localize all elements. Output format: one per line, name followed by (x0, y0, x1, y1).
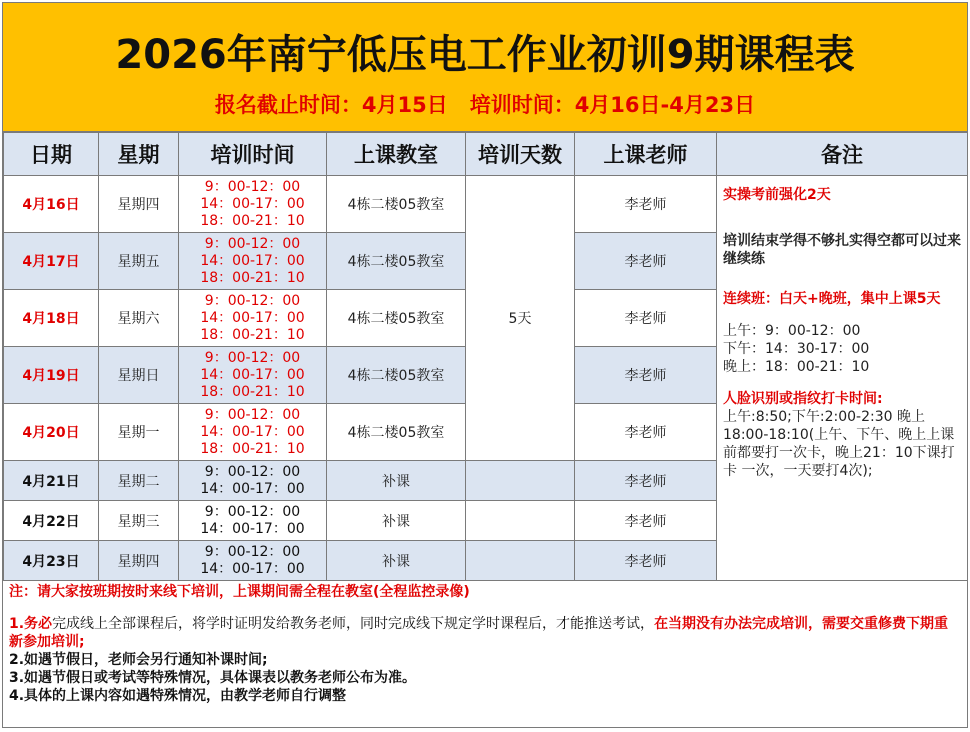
header-date: 日期 (4, 133, 99, 176)
row-date: 4月18日 (4, 290, 99, 347)
note-continuous-class: 连续班：白天+晚班，集中上课5天 (723, 291, 941, 307)
row-times (179, 176, 327, 233)
row-times (179, 404, 327, 461)
row-weekday: 星期五 (99, 233, 179, 290)
title-banner (3, 3, 967, 132)
time-slot: 18：00-21：10 (200, 269, 305, 286)
row-teacher: 李老师 (575, 290, 717, 347)
row-days-empty (466, 501, 575, 541)
row-date: 4月17日 (4, 233, 99, 290)
note-morning: 上午：9：00-12：00 (723, 323, 861, 339)
row-teacher: 李老师 (575, 541, 717, 581)
time-slot: 18：00-21：10 (200, 212, 305, 229)
time-slot: 9：00-12：00 (204, 235, 301, 252)
row-times (179, 541, 327, 581)
note-afternoon: 下午：14：30-17：00 (723, 341, 870, 357)
table-header-row (4, 133, 968, 176)
row-times (179, 290, 327, 347)
note-checkin-times: 上午:8:50;下午:2:00-2:30 晚上18:00-18:10(上午、下午、晚上上课前都要打一次卡，晚上21：10下课打卡 一次，一天要打4次); (723, 409, 955, 479)
header-time: 培训时间 (179, 133, 327, 176)
time-slot: 9：00-12：00 (204, 349, 301, 366)
time-slot: 9：00-12：00 (204, 503, 301, 520)
time-slot: 9：00-12：00 (204, 543, 301, 560)
row-times (179, 501, 327, 541)
row-weekday: 星期三 (99, 501, 179, 541)
row-date: 4月22日 (4, 501, 99, 541)
row-teacher: 李老师 (575, 176, 717, 233)
row-days-empty (466, 461, 575, 501)
row-teacher: 李老师 (575, 404, 717, 461)
time-slot: 9：00-12：00 (204, 406, 301, 423)
row-date: 4月21日 (4, 461, 99, 501)
row-teacher: 李老师 (575, 461, 717, 501)
row-room: 4栋二楼05教室 (327, 404, 466, 461)
row-room: 4栋二楼05教室 (327, 176, 466, 233)
footer-notice: 注：请大家按班期按时来线下培训，上课期间需全程在教室(全程监控录像) (9, 584, 470, 600)
row-weekday: 星期六 (99, 290, 179, 347)
row-weekday: 星期二 (99, 461, 179, 501)
row-teacher: 李老师 (575, 347, 717, 404)
note-evening: 晚上：18：00-21：10 (723, 359, 870, 375)
row-room: 补课 (327, 501, 466, 541)
footer-item-4: 4.具体的上课内容如遇特殊情况，由教学老师自行调整 (9, 688, 347, 704)
row-weekday: 星期一 (99, 404, 179, 461)
time-slot: 14：00-17：00 (200, 252, 305, 269)
training-days: 5天 (466, 176, 575, 461)
row-room: 4栋二楼05教室 (327, 290, 466, 347)
time-slot: 18：00-21：10 (200, 326, 305, 343)
row-weekday: 星期四 (99, 541, 179, 581)
page-title: 2026年南宁低压电工作业初训9期课程表 (115, 32, 855, 78)
footer-notes (3, 577, 967, 705)
time-slot: 18：00-21：10 (200, 440, 305, 457)
footer-item-1-lead: 1.务必 (9, 616, 53, 632)
header-days: 培训天数 (466, 133, 575, 176)
row-date: 4月19日 (4, 347, 99, 404)
note-checkin-title: 人脸识别或指纹打卡时间: (723, 391, 883, 407)
row-date: 4月16日 (4, 176, 99, 233)
row-date: 4月20日 (4, 404, 99, 461)
header-room: 上课教室 (327, 133, 466, 176)
row-room: 4栋二楼05教室 (327, 233, 466, 290)
row-date: 4月23日 (4, 541, 99, 581)
note-continue-practice: 培训结束学得不够扎实得空都可以过来继续练 (723, 233, 961, 267)
time-slot: 9：00-12：00 (204, 292, 301, 309)
note-practice: 实操考前强化2天 (723, 187, 831, 203)
row-teacher: 李老师 (575, 233, 717, 290)
row-weekday: 星期日 (99, 347, 179, 404)
page-subtitle: 报名截止时间：4月15日 培训时间：4月16日-4月23日 (214, 93, 756, 117)
footer-item-1-warning: 在当期没有办法完成培训，需要交重修费下期重新参加培训; (9, 616, 949, 650)
row-room: 补课 (327, 541, 466, 581)
header-weekday: 星期 (99, 133, 179, 176)
footer-item-1-body: 完成线上全部课程后，将学时证明发给教务老师，同时完成线下规定学时课程后，才能推送考试， (52, 616, 655, 632)
notes-cell (717, 176, 968, 581)
row-days-empty (466, 541, 575, 581)
time-slot: 14：00-17：00 (200, 560, 305, 577)
time-slot: 14：00-17：00 (200, 520, 305, 537)
time-slot: 14：00-17：00 (200, 195, 305, 212)
schedule-sheet (2, 2, 968, 728)
row-times (179, 233, 327, 290)
row-teacher: 李老师 (575, 501, 717, 541)
time-slot: 14：00-17：00 (200, 366, 305, 383)
footer-item-3: 3.如遇节假日或考试等特殊情况，具体课表以教务老师公布为准。 (9, 670, 417, 686)
schedule-table (3, 132, 968, 581)
time-slot: 9：00-12：00 (204, 178, 301, 195)
time-slot: 14：00-17：00 (200, 423, 305, 440)
row-room: 补课 (327, 461, 466, 501)
time-slot: 18：00-21：10 (200, 383, 305, 400)
footer-item-1 (9, 615, 959, 651)
row-times (179, 347, 327, 404)
row-room: 4栋二楼05教室 (327, 347, 466, 404)
time-slot: 9：00-12：00 (204, 463, 301, 480)
row-times (179, 461, 327, 501)
time-slot: 14：00-17：00 (200, 480, 305, 497)
time-slot: 14：00-17：00 (200, 309, 305, 326)
footer-item-2: 2.如遇节假日，老师会另行通知补课时间; (9, 652, 268, 668)
header-notes: 备注 (717, 133, 968, 176)
header-teacher: 上课老师 (575, 133, 717, 176)
table-row (4, 176, 968, 233)
row-weekday: 星期四 (99, 176, 179, 233)
